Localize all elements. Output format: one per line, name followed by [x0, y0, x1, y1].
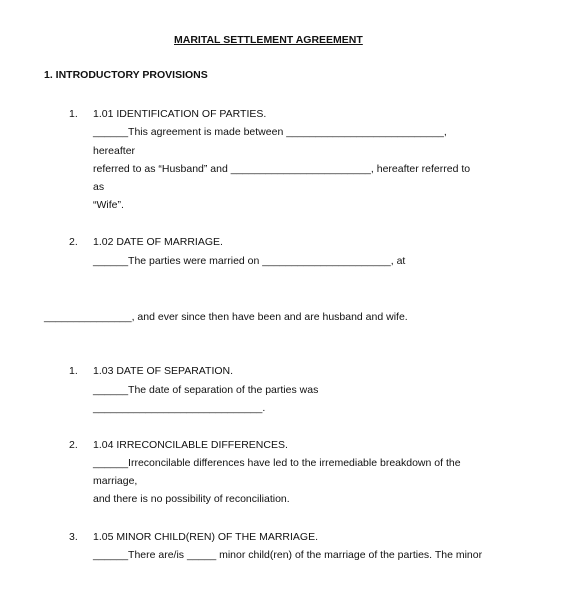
- clause-line: ______The parties were married on ______________________, at: [93, 255, 406, 267]
- clause-heading: 1.01 IDENTIFICATION OF PARTIES.: [93, 108, 267, 120]
- list-number: 2.: [69, 236, 78, 248]
- clause-line: ______This agreement is made between ___________________________,: [93, 126, 447, 138]
- clause-heading: 1.02 DATE OF MARRIAGE.: [93, 236, 223, 248]
- list-number: 1.: [69, 108, 78, 120]
- list-number: 1.: [69, 365, 78, 377]
- list-number: 3.: [69, 531, 78, 543]
- clause-heading: 1.05 MINOR CHILD(REN) OF THE MARRIAGE.: [93, 531, 319, 543]
- section-heading: 1. INTRODUCTORY PROVISIONS: [44, 69, 208, 81]
- clause-line: ______The date of separation of the parties was: [93, 384, 319, 396]
- clause-line: marriage,: [93, 475, 138, 487]
- clause-line: referred to as “Husband” and ________________________, hereafter referred to: [93, 163, 471, 175]
- clause-line: ______Irreconcilable differences have led to the irremediable breakdown of the: [93, 457, 461, 469]
- list-number: 2.: [69, 439, 78, 451]
- clause-line: _______________, and ever since then have been and are husband and wife.: [44, 311, 408, 323]
- clause-heading: 1.03 DATE OF SEPARATION.: [93, 365, 234, 377]
- document-title: MARITAL SETTLEMENT AGREEMENT: [174, 34, 363, 46]
- clause-line: ______There are/is _____ minor child(ren) of the marriage of the parties. The minor: [93, 549, 483, 561]
- clause-line: “Wife”.: [93, 199, 124, 211]
- clause-line: hereafter: [93, 145, 136, 157]
- clause-line: _____________________________.: [93, 402, 266, 414]
- clause-heading: 1.04 IRRECONCILABLE DIFFERENCES.: [93, 439, 288, 451]
- clause-line: and there is no possibility of reconciliation.: [93, 493, 290, 505]
- clause-line: as: [93, 181, 105, 193]
